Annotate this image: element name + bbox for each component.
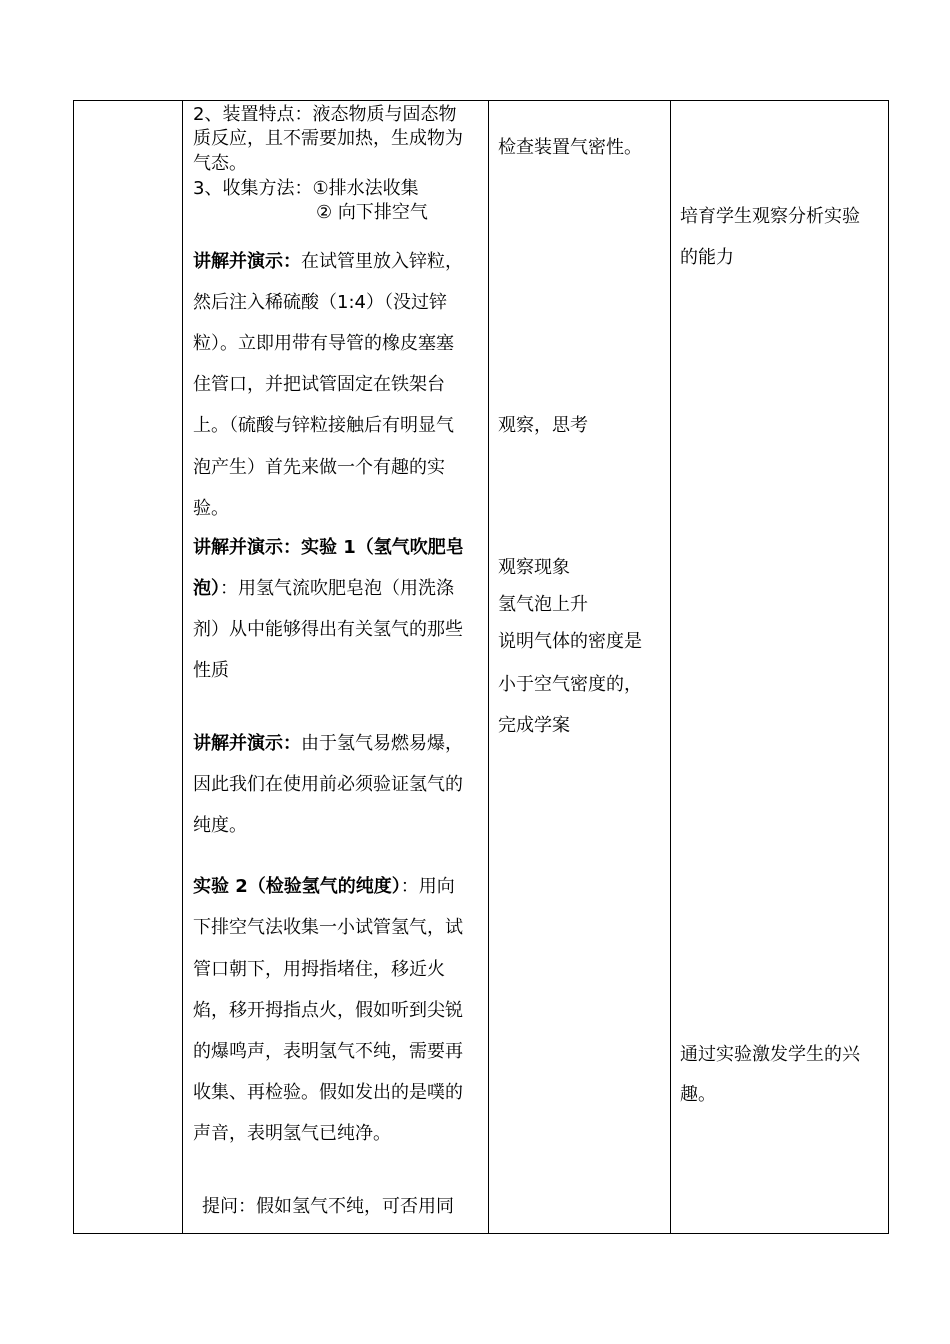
demo-paragraph-3-line-2: 因此我们在使用前必须验证氢气的 xyxy=(193,774,463,795)
experiment-1-line-2 xyxy=(193,577,454,601)
demo-paragraph-1-line-5: 上。（硫酸与锌粒接触后有明显气 xyxy=(193,415,454,436)
experiment-2-line-7: 声音，表明氢气已纯净。 xyxy=(193,1123,391,1144)
student-activity-line-4: 小于空气密度的， xyxy=(498,674,642,695)
column-divider-1 xyxy=(182,100,183,1234)
demo-paragraph-1-line-3: 粒）。立即用带有导管的橡皮塞塞 xyxy=(193,333,454,354)
intent-a-line-1: 培育学生观察分析实验 xyxy=(680,206,860,227)
demo-paragraph-1-line-2: 然后注入稀硫酸（1:4）（没过锌 xyxy=(193,292,447,313)
student-observe-think: 观察，思考 xyxy=(498,415,588,436)
demo-paragraph-3-line-1 xyxy=(193,732,463,756)
experiment-1-line-4: 性质 xyxy=(193,660,229,681)
column-divider-3 xyxy=(670,100,671,1234)
device-feature-line-1: 2、装置特点：液态物质与固态物 xyxy=(193,104,457,125)
experiment-2-line-1 xyxy=(193,875,455,899)
experiment-1-line-3: 剂）从中能够得出有关氢气的那些 xyxy=(193,619,463,640)
demo-paragraph-1-line-7: 验。 xyxy=(193,498,229,519)
device-feature-line-2: 质反应，且不需要加热，生成物为 xyxy=(193,128,463,149)
experiment-2-title: 实验 2（检验氢气的纯度） xyxy=(193,876,401,897)
table-top-border xyxy=(73,100,889,101)
student-activity-line-5: 完成学案 xyxy=(498,715,570,736)
intent-a-line-2: 的能力 xyxy=(680,247,734,268)
collection-method-line-2: ② 向下排空气 xyxy=(316,202,428,223)
student-check-airtightness: 检查装置气密性。 xyxy=(498,137,642,158)
collection-method-line-1: 3、收集方法：①排水法收集 xyxy=(193,178,419,199)
experiment-1-text: ：用氢气流吹肥皂泡（用洗涤 xyxy=(220,578,454,599)
demo-paragraph-1-line-6: 泡产生）首先来做一个有趣的实 xyxy=(193,457,445,478)
table-right-border xyxy=(888,100,889,1234)
experiment-2-line-2: 下排空气法收集一小试管氢气，试 xyxy=(193,917,463,938)
experiment-1-title-line-2: 泡） xyxy=(193,578,220,599)
demo-paragraph-1-line-1 xyxy=(193,250,463,274)
experiment-2-line-4: 焰，移开拇指点火，假如听到尖锐 xyxy=(193,1000,463,1021)
experiment-1-title-line-1: 讲解并演示：实验 1（氢气吹肥皂 xyxy=(193,537,464,558)
experiment-2-line-3: 管口朝下，用拇指堵住，移近火 xyxy=(193,959,445,980)
demo-paragraph-1-line-4: 住管口，并把试管固定在铁架台 xyxy=(193,374,445,395)
table-left-border xyxy=(73,100,74,1234)
table-bottom-border xyxy=(73,1233,889,1234)
experiment-2-line-6: 收集、再检验。假如发出的是噗的 xyxy=(193,1082,463,1103)
demo-label: 讲解并演示： xyxy=(193,251,301,272)
demo-3-label: 讲解并演示： xyxy=(193,733,301,754)
column-divider-2 xyxy=(488,100,489,1234)
demo-text: 在试管里放入锌粒， xyxy=(301,251,463,272)
question-line: 提问：假如氢气不纯，可否用同 xyxy=(202,1196,454,1217)
experiment-2-line-5: 的爆鸣声，表明氢气不纯，需要再 xyxy=(193,1041,463,1062)
intent-b-line-2: 趣。 xyxy=(680,1084,716,1105)
student-activity-line-3: 说明气体的密度是 xyxy=(498,631,642,652)
student-activity-line-1: 观察现象 xyxy=(498,557,570,578)
student-activity-line-2: 氢气泡上升 xyxy=(498,594,588,615)
intent-b-line-1: 通过实验激发学生的兴 xyxy=(680,1044,860,1065)
device-feature-line-3: 气态。 xyxy=(193,153,247,174)
demo-paragraph-3-line-3: 纯度。 xyxy=(193,815,247,836)
demo-3-text: 由于氢气易燃易爆， xyxy=(301,733,463,754)
experiment-2-text: ：用向 xyxy=(400,876,455,897)
